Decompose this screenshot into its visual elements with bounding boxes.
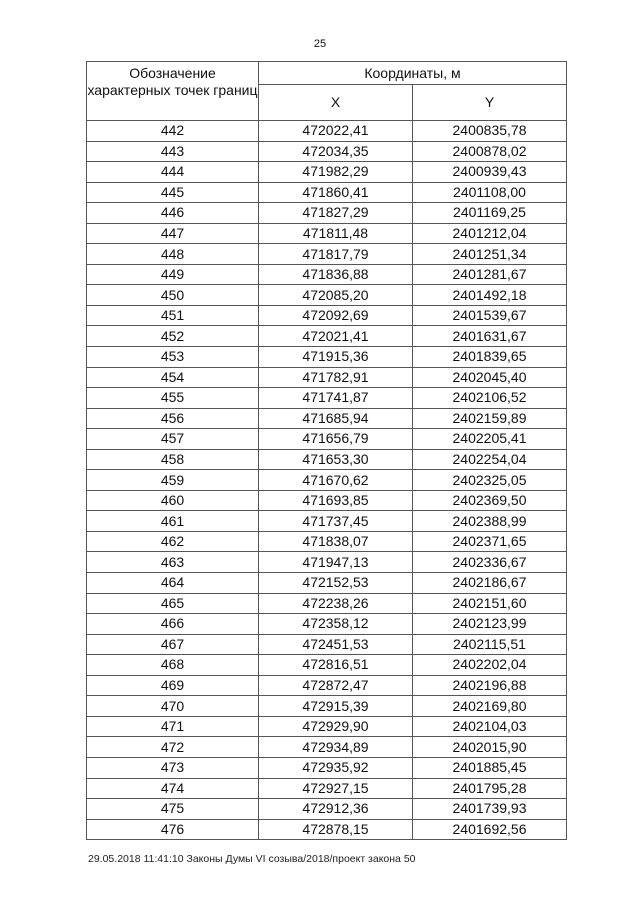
point-id-cell: 454 <box>87 367 259 388</box>
x-coordinate-cell: 472022,41 <box>259 121 413 142</box>
table-body <box>87 121 567 840</box>
table-row <box>87 244 567 265</box>
y-coordinate-cell: 2402196,88 <box>413 675 567 696</box>
point-id-cell: 446 <box>87 203 259 224</box>
point-id-cell: 459 <box>87 470 259 491</box>
point-id-cell: 458 <box>87 449 259 470</box>
table-row <box>87 675 567 696</box>
x-coordinate-cell: 472816,51 <box>259 655 413 676</box>
coordinates-header: Координаты, м <box>259 62 567 85</box>
point-id-cell: 444 <box>87 162 259 183</box>
table-row <box>87 634 567 655</box>
x-coordinate-cell: 472238,26 <box>259 593 413 614</box>
x-coordinate-cell: 472451,53 <box>259 634 413 655</box>
point-id-cell: 473 <box>87 757 259 778</box>
point-id-cell: 465 <box>87 593 259 614</box>
x-coordinate-cell: 471860,41 <box>259 182 413 203</box>
coordinates-table <box>86 61 567 840</box>
y-coordinate-cell: 2400878,02 <box>413 141 567 162</box>
y-coordinate-cell: 2402202,04 <box>413 655 567 676</box>
table-row <box>87 264 567 285</box>
table-row <box>87 573 567 594</box>
x-coordinate-cell: 472915,39 <box>259 696 413 717</box>
table-row <box>87 223 567 244</box>
x-coordinate-cell: 472085,20 <box>259 285 413 306</box>
y-coordinate-cell: 2402123,99 <box>413 614 567 635</box>
point-id-cell: 456 <box>87 408 259 429</box>
table-row <box>87 347 567 368</box>
y-coordinate-cell: 2402015,90 <box>413 737 567 758</box>
point-id-cell: 442 <box>87 121 259 142</box>
y-header: Y <box>413 85 567 121</box>
table-row <box>87 716 567 737</box>
x-coordinate-cell: 472934,89 <box>259 737 413 758</box>
point-id-cell: 455 <box>87 388 259 409</box>
point-id-cell: 452 <box>87 326 259 347</box>
table-row <box>87 470 567 491</box>
y-coordinate-cell: 2401169,25 <box>413 203 567 224</box>
table-row <box>87 408 567 429</box>
table-row <box>87 655 567 676</box>
x-coordinate-cell: 472021,41 <box>259 326 413 347</box>
x-coordinate-cell: 472358,12 <box>259 614 413 635</box>
y-coordinate-cell: 2401631,67 <box>413 326 567 347</box>
y-coordinate-cell: 2402371,65 <box>413 531 567 552</box>
x-coordinate-cell: 471817,79 <box>259 244 413 265</box>
y-coordinate-cell: 2401885,45 <box>413 757 567 778</box>
table-row <box>87 449 567 470</box>
table-row <box>87 819 567 840</box>
point-id-cell: 453 <box>87 347 259 368</box>
x-coordinate-cell: 471827,29 <box>259 203 413 224</box>
x-coordinate-cell: 471982,29 <box>259 162 413 183</box>
y-coordinate-cell: 2402254,04 <box>413 449 567 470</box>
y-coordinate-cell: 2402104,03 <box>413 716 567 737</box>
y-coordinate-cell: 2401281,67 <box>413 264 567 285</box>
point-id-cell: 468 <box>87 655 259 676</box>
y-coordinate-cell: 2402159,89 <box>413 408 567 429</box>
x-coordinate-cell: 471811,48 <box>259 223 413 244</box>
y-coordinate-cell: 2401251,34 <box>413 244 567 265</box>
table-row <box>87 141 567 162</box>
y-coordinate-cell: 2401839,65 <box>413 347 567 368</box>
x-coordinate-cell: 471838,07 <box>259 531 413 552</box>
x-coordinate-cell: 472929,90 <box>259 716 413 737</box>
x-coordinate-cell: 472872,47 <box>259 675 413 696</box>
table-row <box>87 285 567 306</box>
x-header: X <box>259 85 413 121</box>
table-row <box>87 305 567 326</box>
table-row <box>87 121 567 142</box>
point-id-cell: 469 <box>87 675 259 696</box>
point-id-cell: 449 <box>87 264 259 285</box>
x-coordinate-cell: 472034,35 <box>259 141 413 162</box>
point-id-cell: 460 <box>87 490 259 511</box>
x-coordinate-cell: 471653,30 <box>259 449 413 470</box>
y-coordinate-cell: 2402205,41 <box>413 429 567 450</box>
y-coordinate-cell: 2401539,67 <box>413 305 567 326</box>
table-row <box>87 162 567 183</box>
page-number: 25 <box>313 38 327 50</box>
x-coordinate-cell: 471737,45 <box>259 511 413 532</box>
table-row <box>87 511 567 532</box>
table-row <box>87 737 567 758</box>
y-coordinate-cell: 2402106,52 <box>413 388 567 409</box>
y-coordinate-cell: 2402369,50 <box>413 490 567 511</box>
y-coordinate-cell: 2402186,67 <box>413 573 567 594</box>
table-row <box>87 757 567 778</box>
point-id-cell: 467 <box>87 634 259 655</box>
table-row <box>87 182 567 203</box>
point-id-cell: 451 <box>87 305 259 326</box>
point-id-cell: 448 <box>87 244 259 265</box>
point-id-cell: 450 <box>87 285 259 306</box>
point-id-cell: 461 <box>87 511 259 532</box>
y-coordinate-cell: 2400835,78 <box>413 121 567 142</box>
x-coordinate-cell: 471685,94 <box>259 408 413 429</box>
point-label-header: Обозначение характерных точек границ <box>87 62 259 121</box>
y-coordinate-cell: 2401108,00 <box>413 182 567 203</box>
point-id-cell: 462 <box>87 531 259 552</box>
y-coordinate-cell: 2402115,51 <box>413 634 567 655</box>
point-id-cell: 475 <box>87 799 259 820</box>
table-row <box>87 490 567 511</box>
point-id-cell: 470 <box>87 696 259 717</box>
y-coordinate-cell: 2400939,43 <box>413 162 567 183</box>
point-id-cell: 466 <box>87 614 259 635</box>
x-coordinate-cell: 471670,62 <box>259 470 413 491</box>
table-row <box>87 552 567 573</box>
table-row <box>87 778 567 799</box>
y-coordinate-cell: 2401795,28 <box>413 778 567 799</box>
x-coordinate-cell: 471656,79 <box>259 429 413 450</box>
point-id-cell: 443 <box>87 141 259 162</box>
x-coordinate-cell: 472912,36 <box>259 799 413 820</box>
x-coordinate-cell: 472152,53 <box>259 573 413 594</box>
x-coordinate-cell: 472927,15 <box>259 778 413 799</box>
y-coordinate-cell: 2402388,99 <box>413 511 567 532</box>
point-id-cell: 445 <box>87 182 259 203</box>
table-row <box>87 696 567 717</box>
x-coordinate-cell: 471947,13 <box>259 552 413 573</box>
point-id-cell: 447 <box>87 223 259 244</box>
x-coordinate-cell: 471741,87 <box>259 388 413 409</box>
x-coordinate-cell: 472092,69 <box>259 305 413 326</box>
footer-stamp: 29.05.2018 11:41:10 Законы Думы VI созыва/2018/проект закона 50 <box>88 853 416 865</box>
point-id-cell: 464 <box>87 573 259 594</box>
table-row <box>87 531 567 552</box>
point-id-cell: 474 <box>87 778 259 799</box>
point-id-cell: 476 <box>87 819 259 840</box>
x-coordinate-cell: 471836,88 <box>259 264 413 285</box>
table-row <box>87 326 567 347</box>
x-coordinate-cell: 472935,92 <box>259 757 413 778</box>
table-row <box>87 593 567 614</box>
y-coordinate-cell: 2402336,67 <box>413 552 567 573</box>
point-id-cell: 471 <box>87 716 259 737</box>
y-coordinate-cell: 2402045,40 <box>413 367 567 388</box>
x-coordinate-cell: 471693,85 <box>259 490 413 511</box>
y-coordinate-cell: 2401212,04 <box>413 223 567 244</box>
y-coordinate-cell: 2401692,56 <box>413 819 567 840</box>
y-coordinate-cell: 2402325,05 <box>413 470 567 491</box>
table-row <box>87 367 567 388</box>
point-id-cell: 457 <box>87 429 259 450</box>
y-coordinate-cell: 2402151,60 <box>413 593 567 614</box>
table-row <box>87 614 567 635</box>
point-id-cell: 472 <box>87 737 259 758</box>
x-coordinate-cell: 471782,91 <box>259 367 413 388</box>
x-coordinate-cell: 472878,15 <box>259 819 413 840</box>
table-row <box>87 388 567 409</box>
table-row <box>87 799 567 820</box>
table-row <box>87 203 567 224</box>
y-coordinate-cell: 2402169,80 <box>413 696 567 717</box>
x-coordinate-cell: 471915,36 <box>259 347 413 368</box>
table-row <box>87 429 567 450</box>
y-coordinate-cell: 2401492,18 <box>413 285 567 306</box>
y-coordinate-cell: 2401739,93 <box>413 799 567 820</box>
point-id-cell: 463 <box>87 552 259 573</box>
